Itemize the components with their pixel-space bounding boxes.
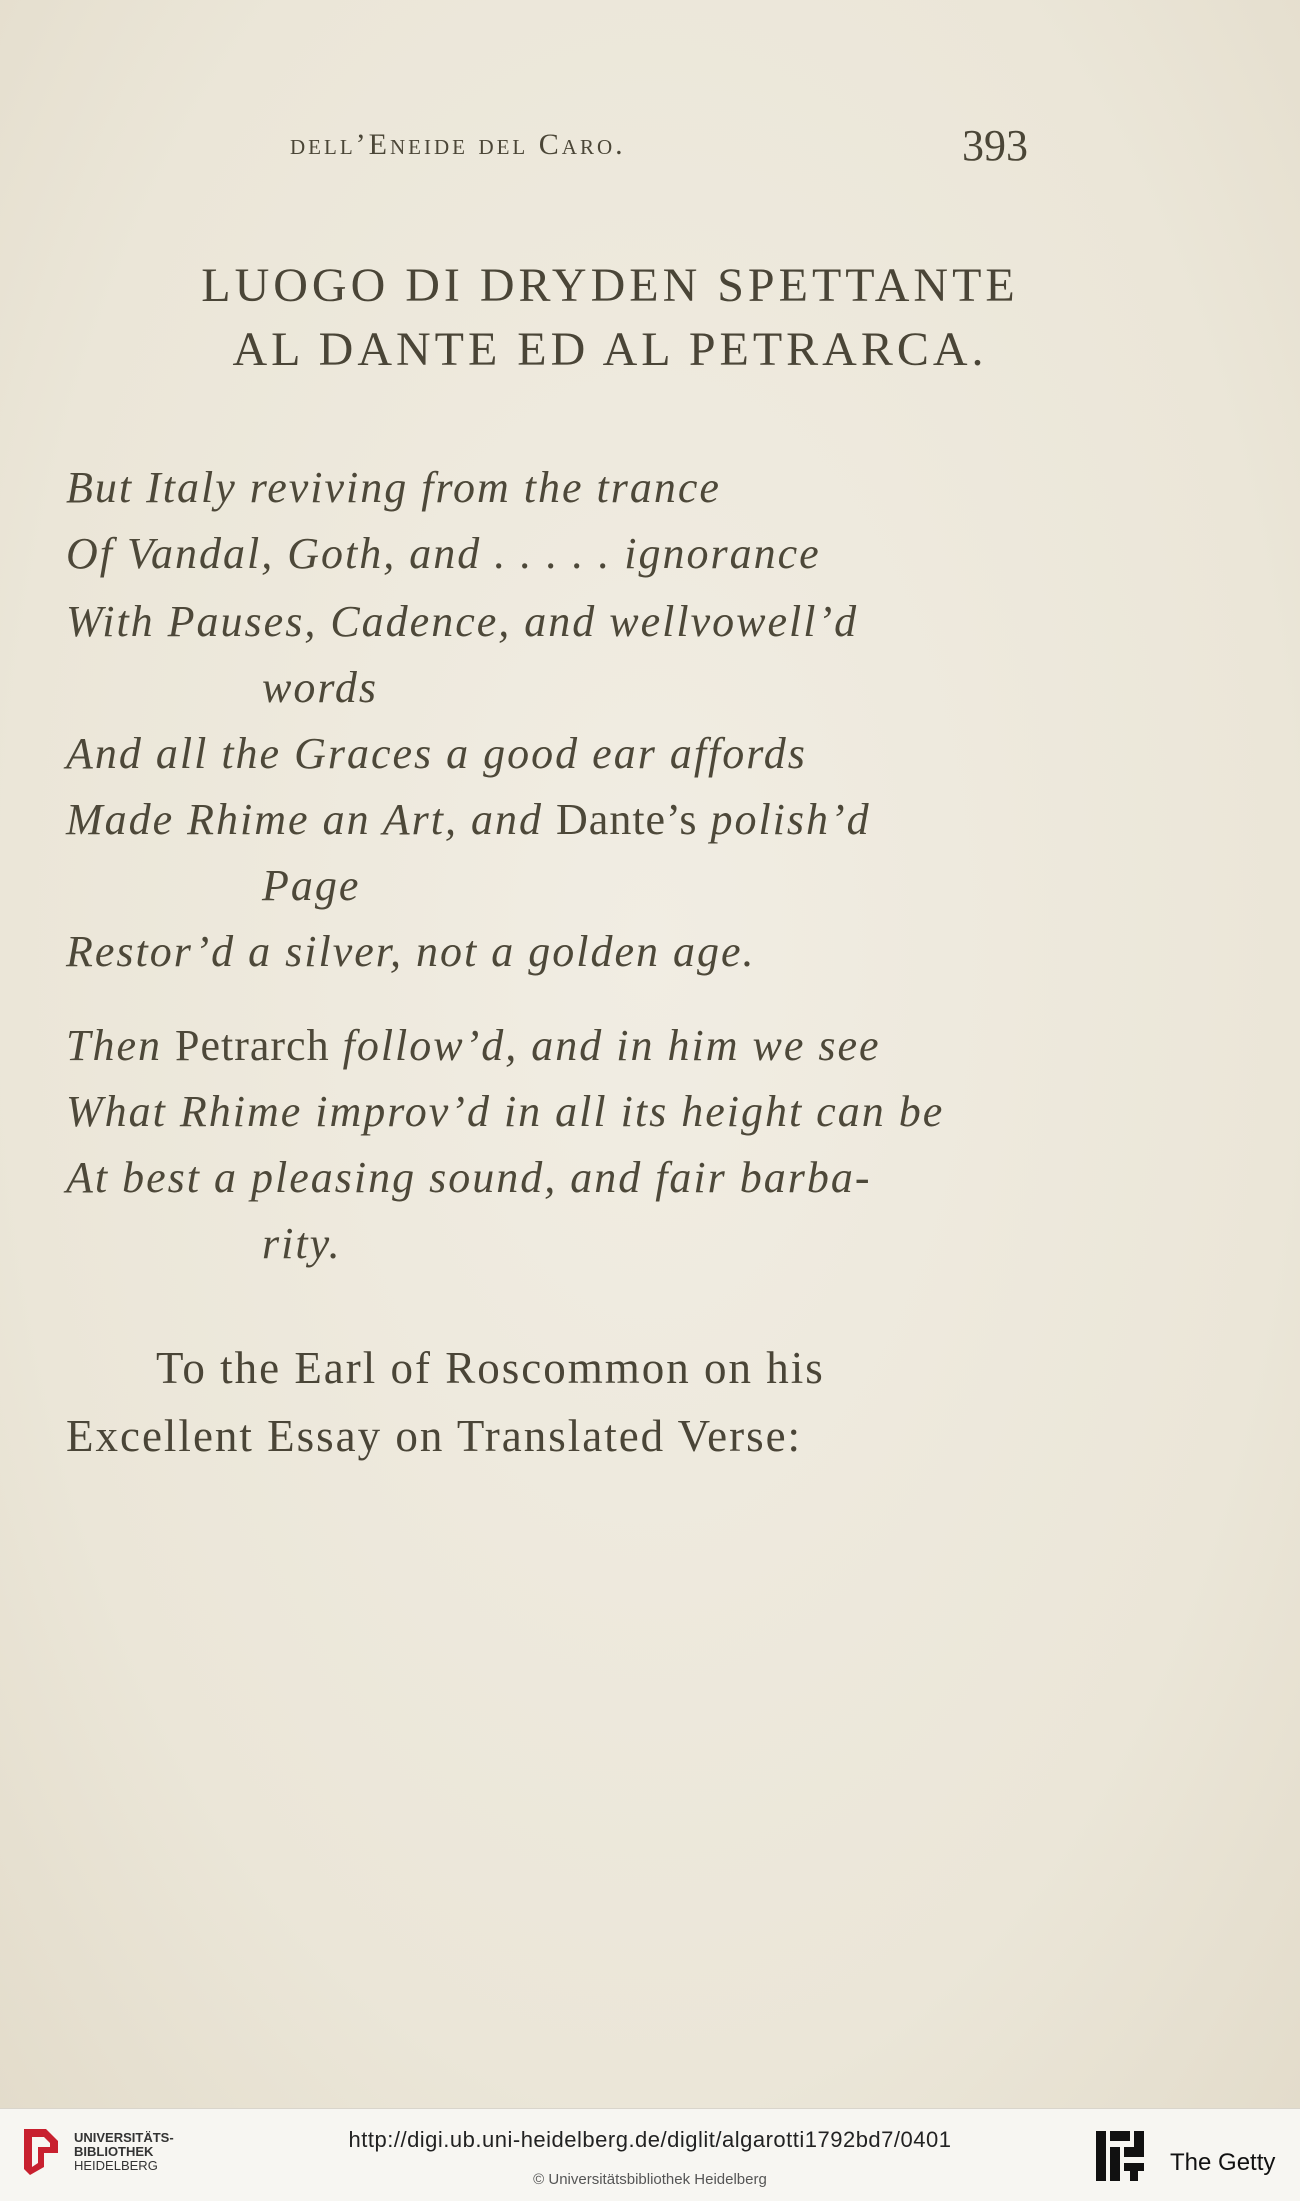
verse-line: And all the Graces a good ear affords (66, 729, 807, 778)
verse-text: Then (66, 1021, 175, 1070)
closing-heading-line-2: Excellent Essay on Translated Verse: (66, 1411, 803, 1461)
verse-line-continuation: rity. (262, 1219, 342, 1268)
verse-proper-name: Petrarch (175, 1021, 330, 1070)
verse-line-continuation: words (262, 663, 378, 712)
permalink-url[interactable]: http://digi.ub.uni-heidelberg.de/diglit/algarotti1792bd7/0401 (348, 2127, 952, 2152)
partner-name: The Getty (1170, 2149, 1276, 2176)
verse-line: With Pauses, Cadence, and wellvowell’d (66, 597, 859, 646)
verse-line: Restor’d a silver, not a golden age. (66, 927, 756, 976)
verse-text: polish’d (697, 795, 871, 844)
verse-line: What Rhime improv’d in all its height can be (66, 1087, 945, 1136)
verse-line (66, 1020, 881, 1071)
verse-text: Made Rhime an Art, and (66, 795, 557, 844)
library-name (74, 2131, 174, 2173)
verse-line (66, 794, 871, 845)
verse-proper-name: Dante’s (556, 795, 698, 844)
section-title-line-1: LUOGO DI DRYDEN SPETTANTE (201, 259, 1019, 312)
section-title-line-2: AL DANTE ED AL PETRARCA. (232, 323, 988, 376)
library-name-line: HEIDELBERG (74, 2158, 158, 2173)
getty-logo-icon (1092, 2127, 1148, 2190)
viewer-footer (0, 2108, 1300, 2201)
closing-heading-line-1: To the Earl of Roscommon on his (156, 1343, 825, 1393)
running-head: dell’Eneide del Caro. (290, 128, 626, 161)
verse-line: At best a pleasing sound, and fair barba- (66, 1153, 872, 1202)
copyright-notice: © Universitätsbibliothek Heidelberg (533, 2171, 767, 2188)
library-name-line: UNIVERSITÄTS- (74, 2130, 174, 2145)
verse-line-continuation: Page (262, 861, 361, 910)
page-number: 393 (962, 121, 1028, 170)
verse-line: Of Vandal, Goth, and . . . . . ignorance (66, 529, 821, 578)
library-name-line: BIBLIOTHEK (74, 2144, 154, 2159)
library-logo-icon (16, 2123, 66, 2186)
verse-text: follow’d, and in him we see (329, 1021, 881, 1070)
verse-line: But Italy reviving from the trance (66, 463, 721, 512)
